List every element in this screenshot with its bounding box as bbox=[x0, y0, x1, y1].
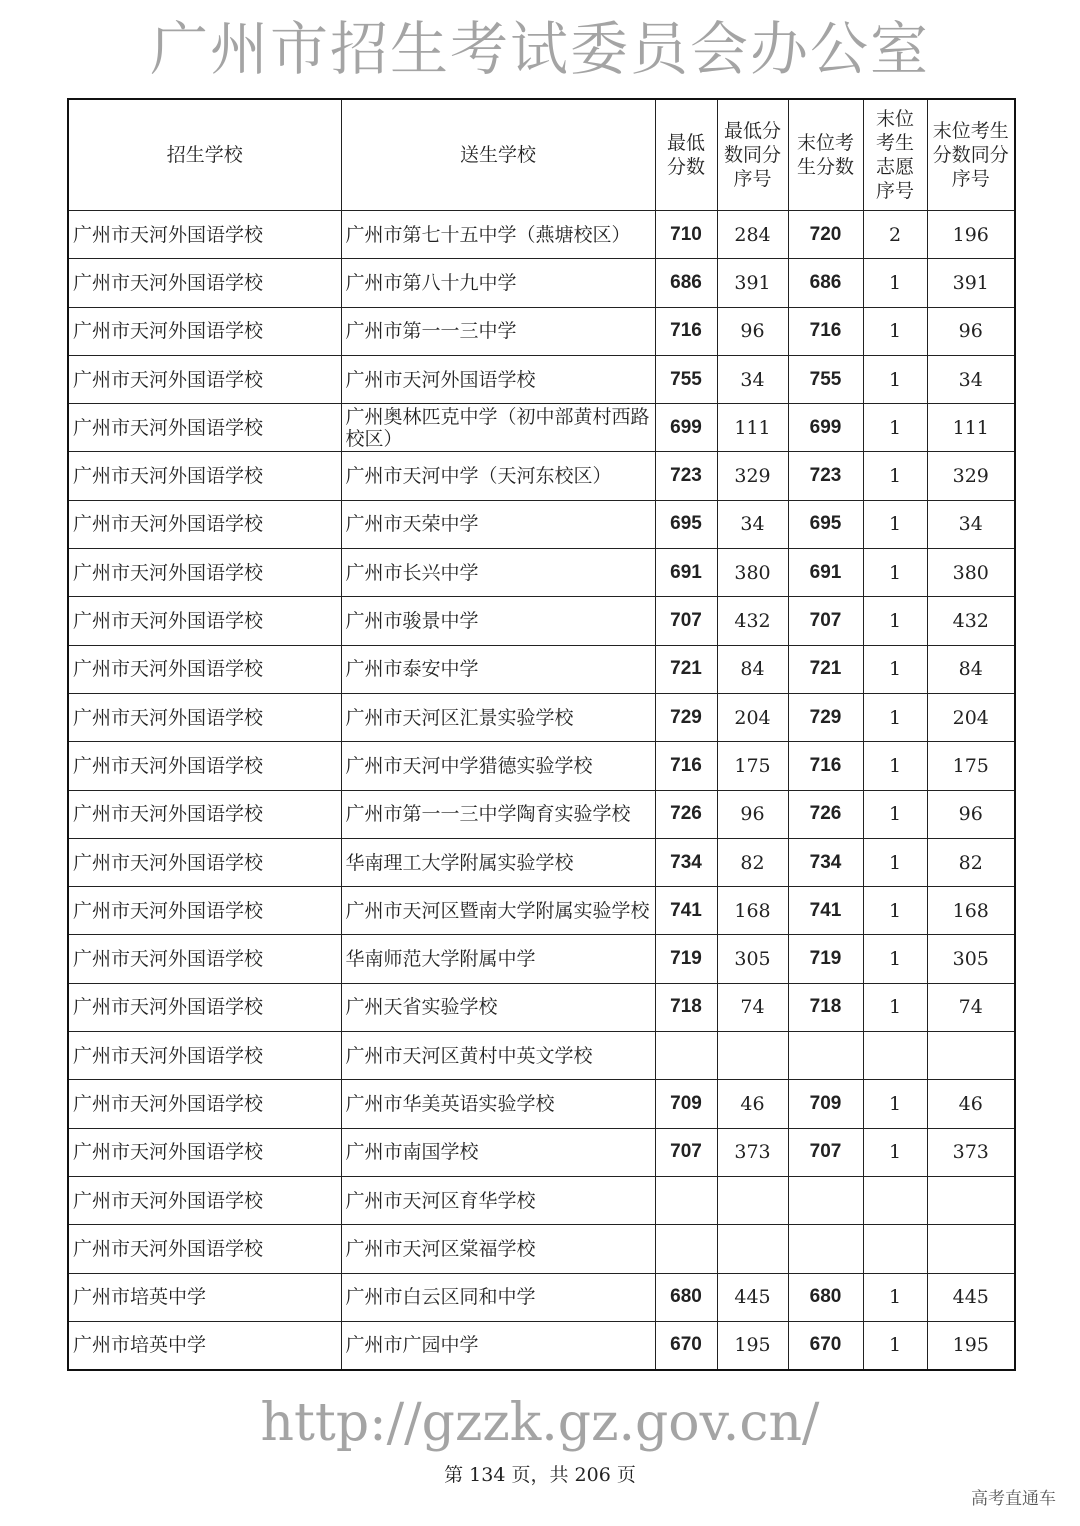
min-score-rank: 445 bbox=[717, 1273, 788, 1321]
table-row bbox=[68, 693, 1015, 741]
min-score: 741 bbox=[655, 887, 717, 935]
min-score: 686 bbox=[655, 259, 717, 307]
sending-school: 广州市华美英语实验学校 bbox=[341, 1080, 655, 1128]
sending-school: 广州市天河外国语学校 bbox=[341, 355, 655, 403]
last-choice-no: 1 bbox=[863, 693, 927, 741]
min-score-rank: 74 bbox=[717, 983, 788, 1031]
sending-school: 广州市天荣中学 bbox=[341, 500, 655, 548]
admitting-school: 广州市天河外国语学校 bbox=[68, 1080, 341, 1128]
last-choice-no bbox=[863, 1225, 927, 1273]
table-row bbox=[68, 1273, 1015, 1321]
last-score: 686 bbox=[788, 259, 863, 307]
brand-label: 高考直通车 bbox=[971, 1489, 1056, 1509]
last-score: 729 bbox=[788, 693, 863, 741]
table-row bbox=[68, 549, 1015, 597]
sending-school: 广州市泰安中学 bbox=[341, 645, 655, 693]
last-score-rank: 46 bbox=[927, 1080, 1015, 1128]
admitting-school: 广州市天河外国语学校 bbox=[68, 500, 341, 548]
table-row bbox=[68, 935, 1015, 983]
min-score bbox=[655, 1176, 717, 1224]
min-score-rank: 391 bbox=[717, 259, 788, 307]
min-score-rank: 111 bbox=[717, 404, 788, 452]
last-choice-no: 1 bbox=[863, 597, 927, 645]
table-row bbox=[68, 355, 1015, 403]
last-score: 755 bbox=[788, 355, 863, 403]
table-row bbox=[68, 887, 1015, 935]
last-choice-no: 1 bbox=[863, 935, 927, 983]
admitting-school: 广州市天河外国语学校 bbox=[68, 211, 341, 259]
last-score: 718 bbox=[788, 983, 863, 1031]
admitting-school: 广州市天河外国语学校 bbox=[68, 693, 341, 741]
admitting-school: 广州市天河外国语学校 bbox=[68, 645, 341, 693]
admitting-school: 广州市天河外国语学校 bbox=[68, 838, 341, 886]
min-score-rank: 373 bbox=[717, 1128, 788, 1176]
last-choice-no: 1 bbox=[863, 790, 927, 838]
column-header: 末位考生分数 bbox=[788, 99, 863, 211]
min-score-rank: 432 bbox=[717, 597, 788, 645]
last-score-rank: 34 bbox=[927, 500, 1015, 548]
last-score-rank: 111 bbox=[927, 404, 1015, 452]
table-row bbox=[68, 452, 1015, 500]
last-score-rank: 82 bbox=[927, 838, 1015, 886]
page-number: 第 134 页，共 206 页 bbox=[444, 1464, 636, 1486]
sending-school: 广州市广园中学 bbox=[341, 1321, 655, 1370]
last-score-rank: 96 bbox=[927, 307, 1015, 355]
last-score-rank bbox=[927, 1176, 1015, 1224]
last-score: 720 bbox=[788, 211, 863, 259]
last-choice-no: 1 bbox=[863, 983, 927, 1031]
last-score-rank: 432 bbox=[927, 597, 1015, 645]
column-header: 末位考生志愿序号 bbox=[863, 99, 927, 211]
min-score: 695 bbox=[655, 500, 717, 548]
min-score: 691 bbox=[655, 549, 717, 597]
admitting-school: 广州市天河外国语学校 bbox=[68, 452, 341, 500]
watermark-url: http://gzzk.gz.gov.cn/ bbox=[260, 1393, 820, 1453]
table-row bbox=[68, 500, 1015, 548]
last-score-rank: 84 bbox=[927, 645, 1015, 693]
last-choice-no: 1 bbox=[863, 1128, 927, 1176]
table-row bbox=[68, 645, 1015, 693]
last-choice-no: 1 bbox=[863, 742, 927, 790]
min-score-rank: 195 bbox=[717, 1321, 788, 1370]
last-score-rank: 175 bbox=[927, 742, 1015, 790]
table-row bbox=[68, 1032, 1015, 1080]
sending-school: 广州市长兴中学 bbox=[341, 549, 655, 597]
last-choice-no: 1 bbox=[863, 452, 927, 500]
header-row bbox=[68, 99, 1015, 211]
sending-school: 广州市天河区暨南大学附属实验学校 bbox=[341, 887, 655, 935]
last-choice-no: 1 bbox=[863, 500, 927, 548]
last-choice-no: 1 bbox=[863, 1273, 927, 1321]
sending-school: 广州市白云区同和中学 bbox=[341, 1273, 655, 1321]
min-score-rank: 284 bbox=[717, 211, 788, 259]
admitting-school: 广州市天河外国语学校 bbox=[68, 355, 341, 403]
last-score-rank: 96 bbox=[927, 790, 1015, 838]
table-row bbox=[68, 1225, 1015, 1273]
min-score-rank: 204 bbox=[717, 693, 788, 741]
min-score-rank: 329 bbox=[717, 452, 788, 500]
last-choice-no: 1 bbox=[863, 549, 927, 597]
table-row bbox=[68, 742, 1015, 790]
min-score-rank: 175 bbox=[717, 742, 788, 790]
last-score-rank: 391 bbox=[927, 259, 1015, 307]
last-score: 707 bbox=[788, 1128, 863, 1176]
min-score-rank: 96 bbox=[717, 307, 788, 355]
admitting-school: 广州市天河外国语学校 bbox=[68, 983, 341, 1031]
last-score: 699 bbox=[788, 404, 863, 452]
last-score: 716 bbox=[788, 742, 863, 790]
last-choice-no: 1 bbox=[863, 645, 927, 693]
last-score: 741 bbox=[788, 887, 863, 935]
last-choice-no bbox=[863, 1176, 927, 1224]
admitting-school: 广州市天河外国语学校 bbox=[68, 887, 341, 935]
last-score-rank bbox=[927, 1032, 1015, 1080]
admitting-school: 广州市天河外国语学校 bbox=[68, 307, 341, 355]
min-score-rank: 46 bbox=[717, 1080, 788, 1128]
min-score bbox=[655, 1032, 717, 1080]
sending-school: 广州市第一一三中学 bbox=[341, 307, 655, 355]
table-row bbox=[68, 1128, 1015, 1176]
admitting-school: 广州市天河外国语学校 bbox=[68, 259, 341, 307]
admitting-school: 广州市天河外国语学校 bbox=[68, 549, 341, 597]
min-score-rank: 96 bbox=[717, 790, 788, 838]
min-score: 709 bbox=[655, 1080, 717, 1128]
min-score: 716 bbox=[655, 307, 717, 355]
last-choice-no: 1 bbox=[863, 404, 927, 452]
min-score-rank bbox=[717, 1225, 788, 1273]
last-score-rank: 195 bbox=[927, 1321, 1015, 1370]
last-score-rank: 34 bbox=[927, 355, 1015, 403]
last-score: 709 bbox=[788, 1080, 863, 1128]
admitting-school: 广州市天河外国语学校 bbox=[68, 1225, 341, 1273]
min-score: 729 bbox=[655, 693, 717, 741]
admitting-school: 广州市天河外国语学校 bbox=[68, 1032, 341, 1080]
admitting-school: 广州市天河外国语学校 bbox=[68, 935, 341, 983]
last-score: 721 bbox=[788, 645, 863, 693]
min-score-rank: 84 bbox=[717, 645, 788, 693]
table-row bbox=[68, 790, 1015, 838]
table-row bbox=[68, 1321, 1015, 1370]
last-score-rank: 305 bbox=[927, 935, 1015, 983]
min-score-rank: 380 bbox=[717, 549, 788, 597]
sending-school: 广州市天河中学（天河东校区） bbox=[341, 452, 655, 500]
last-choice-no: 1 bbox=[863, 838, 927, 886]
admitting-school: 广州市天河外国语学校 bbox=[68, 597, 341, 645]
sending-school: 广州市第八十九中学 bbox=[341, 259, 655, 307]
min-score: 710 bbox=[655, 211, 717, 259]
admission-table bbox=[67, 98, 1016, 1371]
min-score-rank bbox=[717, 1032, 788, 1080]
min-score: 707 bbox=[655, 1128, 717, 1176]
sending-school: 广州市天河区育华学校 bbox=[341, 1176, 655, 1224]
admitting-school: 广州市天河外国语学校 bbox=[68, 1176, 341, 1224]
column-header: 送生学校 bbox=[341, 99, 655, 211]
table-row bbox=[68, 259, 1015, 307]
watermark-text: 广州市招生考试委员会办公室 bbox=[149, 15, 930, 83]
table-row bbox=[68, 1176, 1015, 1224]
column-header: 末位考生分数同分序号 bbox=[927, 99, 1015, 211]
last-score: 680 bbox=[788, 1273, 863, 1321]
sending-school: 广州市骏景中学 bbox=[341, 597, 655, 645]
min-score-rank: 34 bbox=[717, 355, 788, 403]
table-row bbox=[68, 597, 1015, 645]
last-score-rank bbox=[927, 1225, 1015, 1273]
last-score: 707 bbox=[788, 597, 863, 645]
last-score bbox=[788, 1225, 863, 1273]
min-score: 723 bbox=[655, 452, 717, 500]
sending-school: 广州市天河区汇景实验学校 bbox=[341, 693, 655, 741]
last-score-rank: 329 bbox=[927, 452, 1015, 500]
table-row bbox=[68, 1080, 1015, 1128]
sending-school: 华南师范大学附属中学 bbox=[341, 935, 655, 983]
min-score: 734 bbox=[655, 838, 717, 886]
last-score-rank: 204 bbox=[927, 693, 1015, 741]
sending-school: 广州市南国学校 bbox=[341, 1128, 655, 1176]
table-row bbox=[68, 838, 1015, 886]
last-score-rank: 445 bbox=[927, 1273, 1015, 1321]
last-score: 691 bbox=[788, 549, 863, 597]
last-choice-no: 1 bbox=[863, 307, 927, 355]
min-score-rank: 34 bbox=[717, 500, 788, 548]
last-score: 695 bbox=[788, 500, 863, 548]
last-choice-no: 1 bbox=[863, 355, 927, 403]
sending-school: 华南理工大学附属实验学校 bbox=[341, 838, 655, 886]
column-header: 招生学校 bbox=[68, 99, 341, 211]
sending-school: 广州市天河区黄村中英文学校 bbox=[341, 1032, 655, 1080]
min-score: 670 bbox=[655, 1321, 717, 1370]
min-score-rank: 305 bbox=[717, 935, 788, 983]
min-score-rank bbox=[717, 1176, 788, 1224]
last-choice-no: 1 bbox=[863, 1080, 927, 1128]
min-score-rank: 82 bbox=[717, 838, 788, 886]
min-score: 680 bbox=[655, 1273, 717, 1321]
sending-school: 广州市第七十五中学（燕塘校区） bbox=[341, 211, 655, 259]
min-score-rank: 168 bbox=[717, 887, 788, 935]
last-choice-no: 2 bbox=[863, 211, 927, 259]
admitting-school: 广州市天河外国语学校 bbox=[68, 790, 341, 838]
column-header: 最低分数同分序号 bbox=[717, 99, 788, 211]
last-score: 670 bbox=[788, 1321, 863, 1370]
last-score-rank: 373 bbox=[927, 1128, 1015, 1176]
last-choice-no: 1 bbox=[863, 259, 927, 307]
last-score: 719 bbox=[788, 935, 863, 983]
last-score-rank: 168 bbox=[927, 887, 1015, 935]
last-score: 723 bbox=[788, 452, 863, 500]
table-row bbox=[68, 983, 1015, 1031]
min-score: 718 bbox=[655, 983, 717, 1031]
min-score: 726 bbox=[655, 790, 717, 838]
last-score-rank: 196 bbox=[927, 211, 1015, 259]
admitting-school: 广州市培英中学 bbox=[68, 1321, 341, 1370]
last-score-rank: 380 bbox=[927, 549, 1015, 597]
column-header: 最低分数 bbox=[655, 99, 717, 211]
sending-school: 广州奥林匹克中学（初中部黄村西路校区） bbox=[341, 404, 655, 452]
last-score-rank: 74 bbox=[927, 983, 1015, 1031]
sending-school: 广州市天河区棠福学校 bbox=[341, 1225, 655, 1273]
last-score: 734 bbox=[788, 838, 863, 886]
min-score: 719 bbox=[655, 935, 717, 983]
last-score bbox=[788, 1032, 863, 1080]
last-score bbox=[788, 1176, 863, 1224]
sending-school: 广州天省实验学校 bbox=[341, 983, 655, 1031]
sending-school: 广州市第一一三中学陶育实验学校 bbox=[341, 790, 655, 838]
sending-school: 广州市天河中学猎德实验学校 bbox=[341, 742, 655, 790]
admitting-school: 广州市培英中学 bbox=[68, 1273, 341, 1321]
table-row bbox=[68, 211, 1015, 259]
last-score: 726 bbox=[788, 790, 863, 838]
last-score: 716 bbox=[788, 307, 863, 355]
last-choice-no bbox=[863, 1032, 927, 1080]
min-score: 699 bbox=[655, 404, 717, 452]
min-score: 721 bbox=[655, 645, 717, 693]
table-row bbox=[68, 404, 1015, 452]
min-score bbox=[655, 1225, 717, 1273]
min-score: 716 bbox=[655, 742, 717, 790]
admitting-school: 广州市天河外国语学校 bbox=[68, 404, 341, 452]
admitting-school: 广州市天河外国语学校 bbox=[68, 1128, 341, 1176]
min-score: 707 bbox=[655, 597, 717, 645]
min-score: 755 bbox=[655, 355, 717, 403]
last-choice-no: 1 bbox=[863, 1321, 927, 1370]
last-choice-no: 1 bbox=[863, 887, 927, 935]
table-row bbox=[68, 307, 1015, 355]
admitting-school: 广州市天河外国语学校 bbox=[68, 742, 341, 790]
